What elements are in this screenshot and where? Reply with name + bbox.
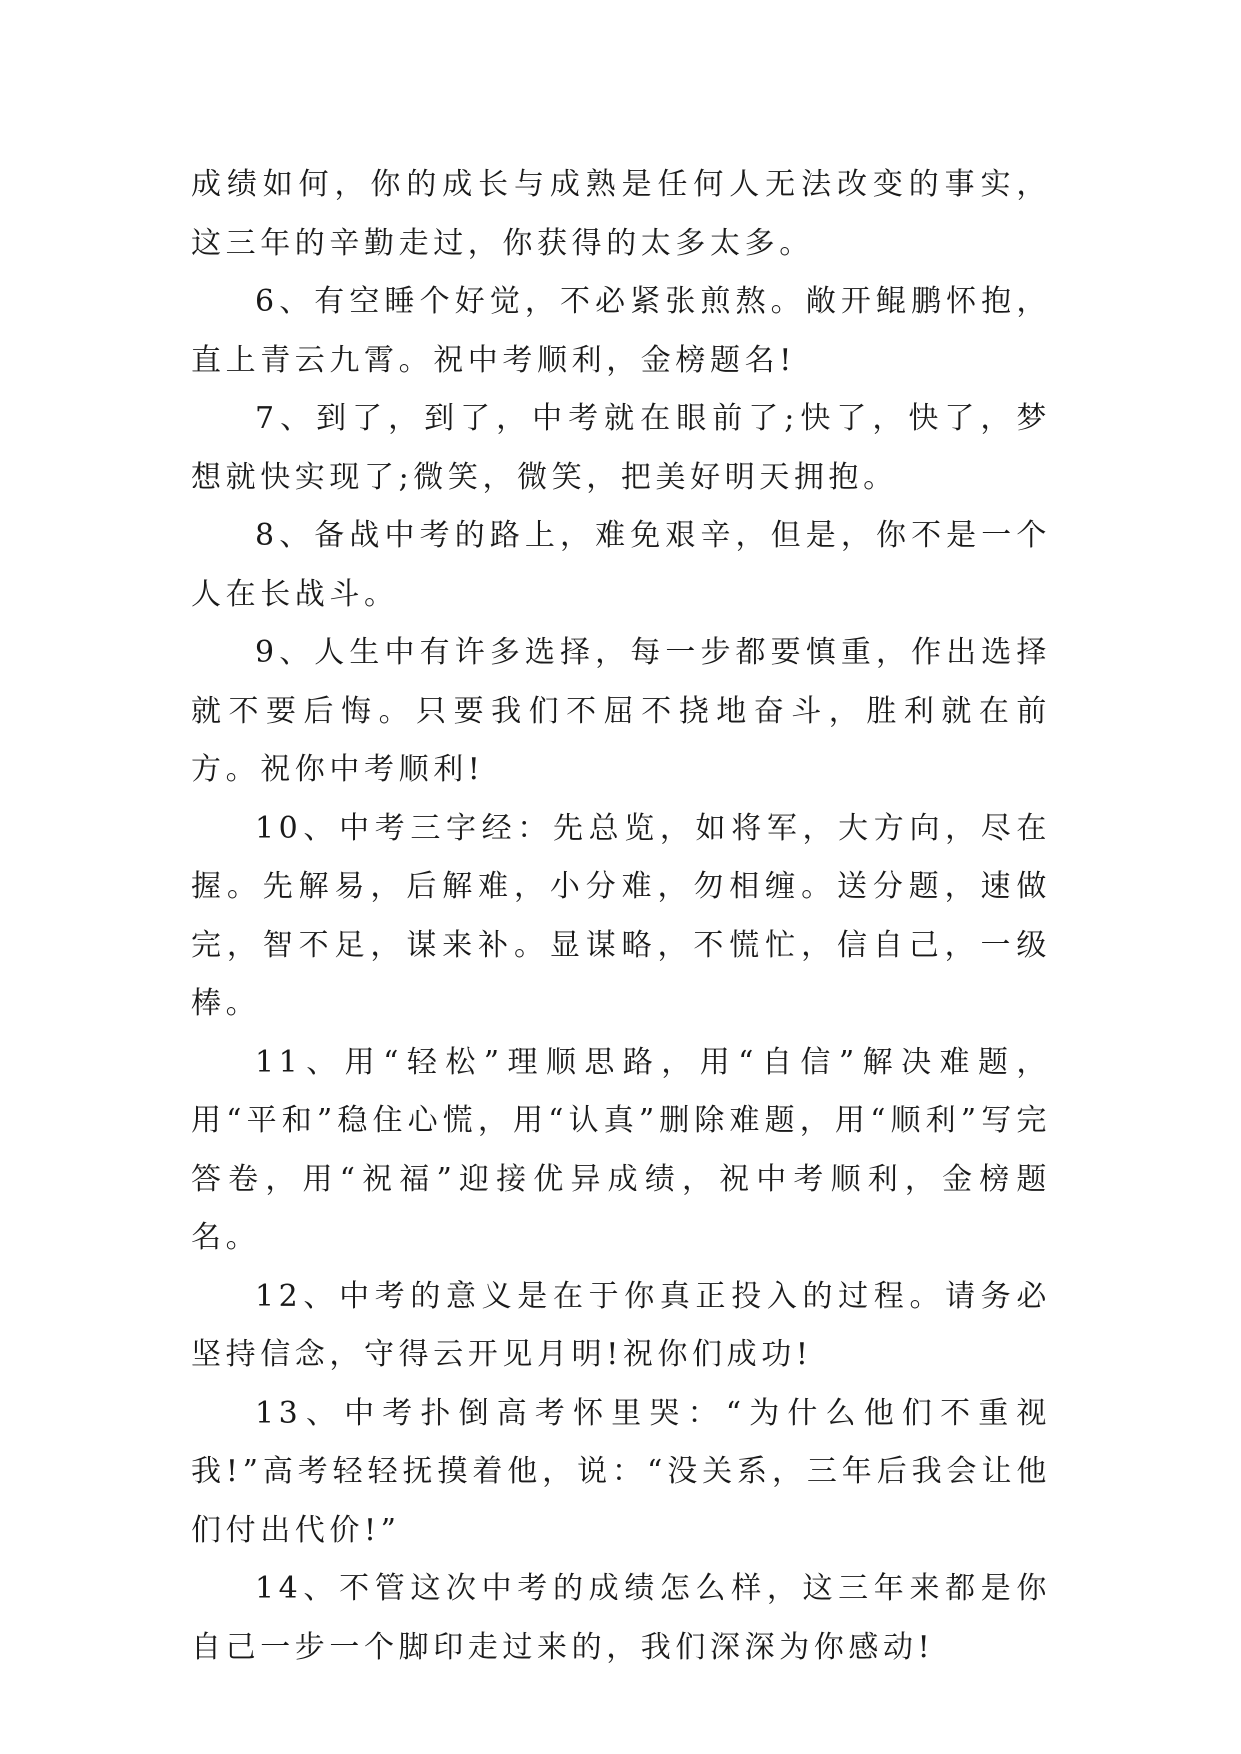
paragraph-item-7: 7、到了，到了，中考就在眼前了;快了，快了，梦想就快实现了;微笑，微笑，把美好明天拥抱。 bbox=[191, 401, 1051, 495]
paragraph-continuation: 成绩如何，你的成长与成熟是任何人无法改变的事实，这三年的辛勤走过，你获得的太多太多。 bbox=[191, 167, 1051, 261]
paragraph-item-10: 10、中考三字经：先总览，如将军，大方向，尽在握。先解易，后解难，小分难，勿相缠。送分题，速做完，智不足，谋来补。显谋略，不慌忙，信自己，一级棒。 bbox=[191, 810, 1051, 1021]
paragraph-item-13: 13、中考扑倒高考怀里哭：“为什么他们不重视我!”高考轻轻抚摸着他，说：“没关系，三年后我会让他们付出代价!” bbox=[191, 1395, 1051, 1548]
paragraph-item-9: 9、人生中有许多选择，每一步都要慎重，作出选择就不要后悔。只要我们不屈不挠地奋斗，胜利就在前方。祝你中考顺利! bbox=[191, 635, 1051, 787]
paragraph-item-12: 12、中考的意义是在于你真正投入的过程。请务必坚持信念，守得云开见月明!祝你们成功! bbox=[191, 1278, 1051, 1372]
paragraph-item-8: 8、备战中考的路上，难免艰辛，但是，你不是一个人在长战斗。 bbox=[191, 518, 1051, 612]
paragraph-item-6: 6、有空睡个好觉，不必紧张煎熬。敞开鲲鹏怀抱，直上青云九霄。祝中考顺利，金榜题名! bbox=[191, 284, 1051, 378]
document-body bbox=[191, 156, 1051, 1677]
paragraph-item-11: 11、用“轻松”理顺思路，用“自信”解决难题，用“平和”稳住心慌，用“认真”删除难题，用“顺利”写完答卷，用“祝福”迎接优异成绩，祝中考顺利，金榜题名。 bbox=[191, 1044, 1051, 1255]
paragraph-item-14: 14、不管这次中考的成绩怎么样，这三年来都是你自己一步一个脚印走过来的，我们深深为你感动! bbox=[191, 1571, 1051, 1665]
